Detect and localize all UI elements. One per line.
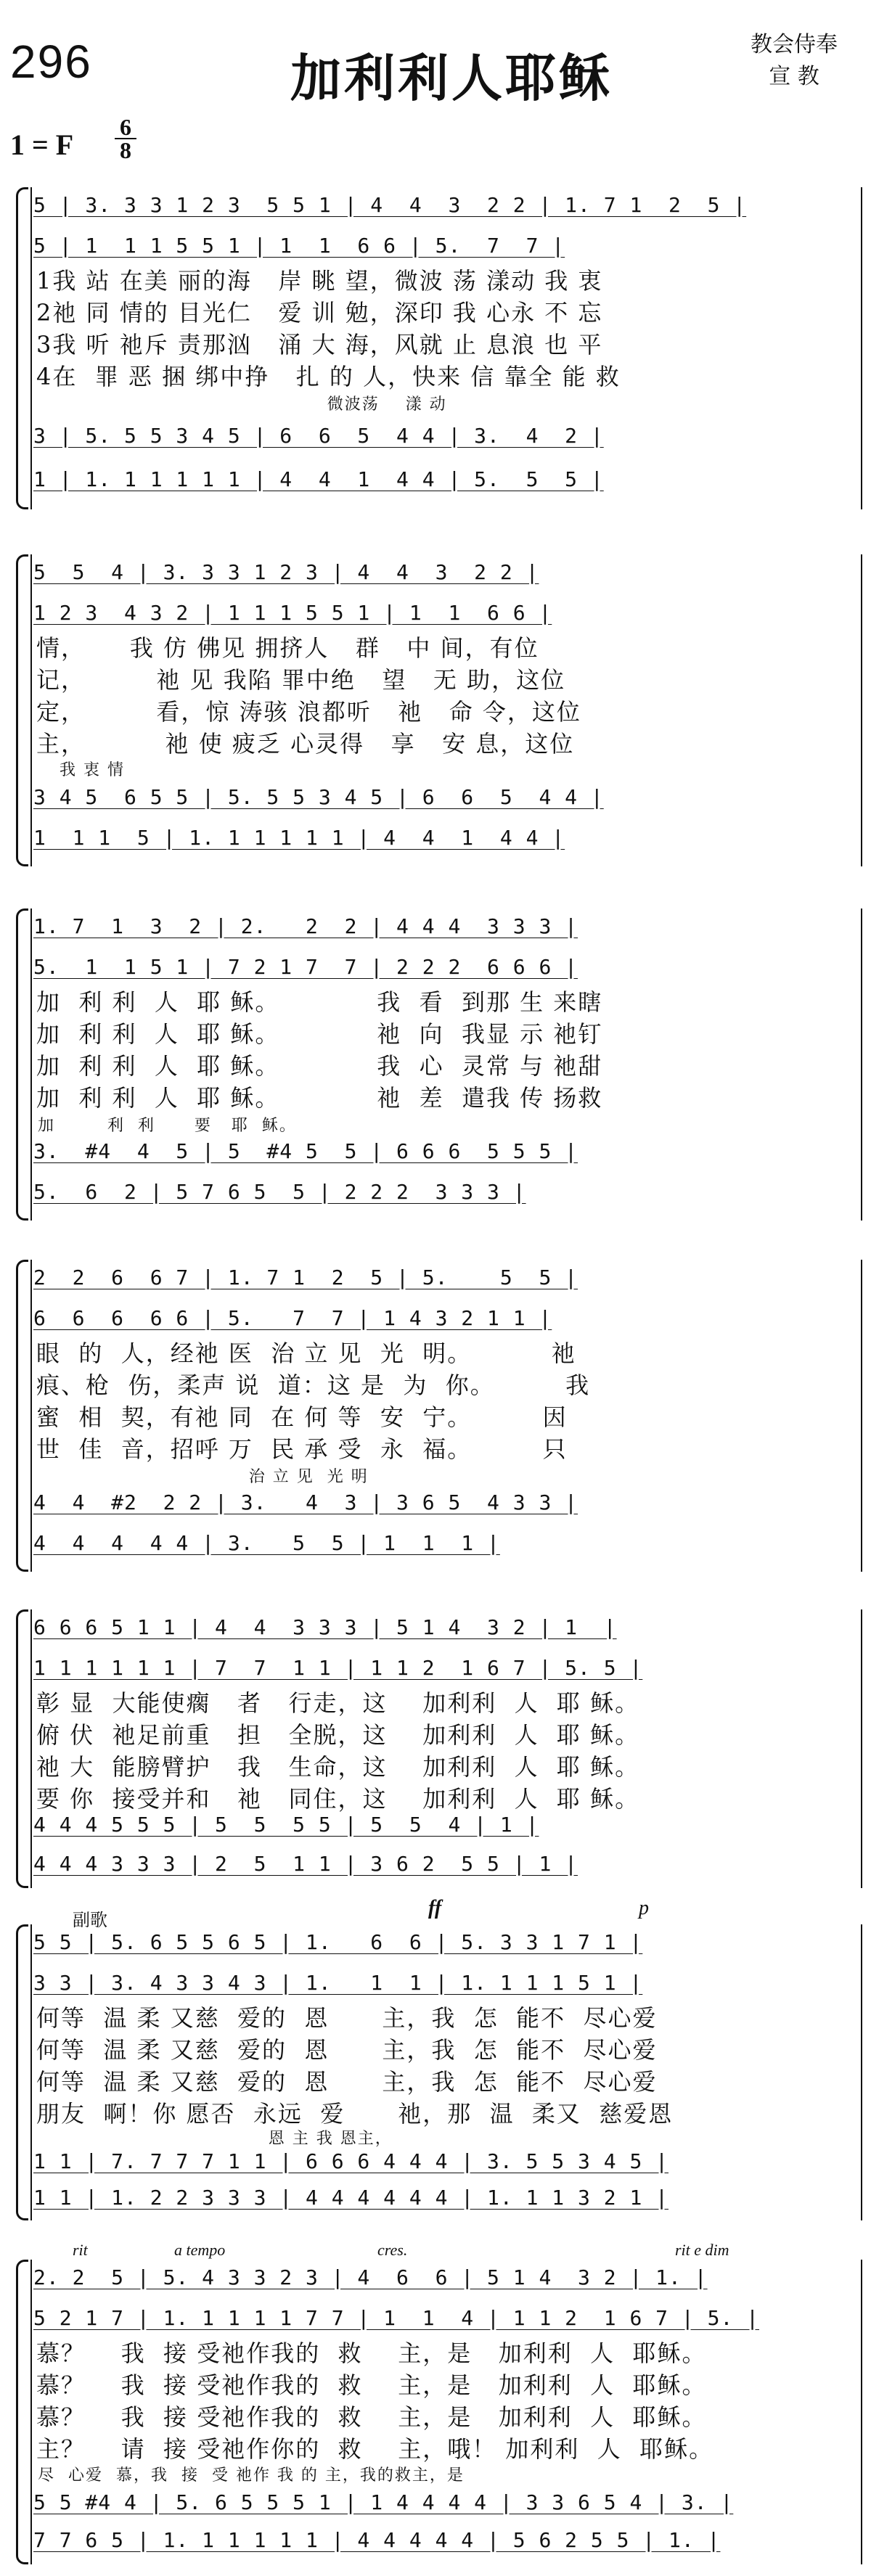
score-system-5 <box>16 1609 864 1888</box>
lyric-verse-1: 情， 我 仿 佛见 拥挤人 群 中 间，有位 <box>36 634 539 662</box>
tenor-line: 3. #4 4 5 | 5 #4 5 5 | 6 6 6 5 5 5 | <box>33 1139 578 1163</box>
hymn-number: 296 <box>10 36 92 88</box>
key-signature: 1 = F <box>10 128 74 161</box>
attribution-line-2: 宣 教 <box>769 64 819 89</box>
system-barline <box>30 187 32 509</box>
soprano-line: 5 | 3. 3 3 1 2 3 5 5 1 | 4 4 3 2 2 | 1. 7 1 2 5 | <box>33 193 747 217</box>
soprano-line: 1. 7 1 3 2 | 2. 2 2 | 4 4 4 3 3 3 | <box>33 914 578 938</box>
bass-line: 4 4 4 4 4 | 3. 5 5 | 1 1 1 | <box>33 1531 500 1555</box>
attribution <box>751 29 838 93</box>
attribution-line-1: 教会侍奉 <box>751 32 838 57</box>
lyric-verse-3: 何等 温 柔 又慈 爱的 恩 主，我 怎 能不 尽心爱 <box>36 2068 658 2096</box>
alto-line: 3 3 | 3. 4 3 3 4 3 | 1. 1 1 | 1. 1 1 1 5 1 | <box>33 1971 643 1995</box>
lyric-verse-1: 眼 的 人，经祂 医 治 立 见 光 明。 祂 <box>36 1340 576 1367</box>
bass-cue-lyric: 微波荡 漾 动 <box>60 395 447 414</box>
lyric-verse-4: 4在 罪 恶 捆 绑中挣 扎 的 人，快来 信 靠全 能 救 <box>36 363 621 390</box>
alto-line: 5. 1 1 5 1 | 7 2 1 7 7 | 2 2 2 6 6 6 | <box>33 955 578 979</box>
soprano-line: 2 2 6 6 7 | 1. 7 1 2 5 | 5. 5 5 | <box>33 1266 578 1289</box>
score-system-2 <box>16 554 864 866</box>
bass-cue-lyric: 恩 主 我 恩主， <box>60 2130 393 2148</box>
tenor-line: 5 5 #4 4 | 5. 6 5 5 5 1 | 1 4 4 4 4 | 3 3 6 5 4 | 3. | <box>33 2490 734 2514</box>
system-barline <box>30 1924 32 2220</box>
tenor-line: 1 1 | 7. 7 7 7 1 1 | 6 6 6 4 4 4 | 3. 5 5 3 4 5 | <box>33 2149 669 2173</box>
dynamic-ff: ff <box>428 1897 442 1919</box>
lyric-verse-3: 定， 看，惊 涛骇 浪都听 祂 命 令，这位 <box>36 698 581 726</box>
lyric-verse-4: 要 你 接受并和 祂 同住，这 加利利 人 耶 稣。 <box>36 1785 640 1813</box>
bass-cue-lyric: 我 衷 情 <box>60 761 125 779</box>
lyric-verse-3: 加 利 利 人 耶 稣。 我 心 灵常 与 祂甜 <box>36 1052 603 1080</box>
system-barline <box>30 1609 32 1888</box>
lyric-verse-2: 何等 温 柔 又慈 爱的 恩 主，我 怎 能不 尽心爱 <box>36 2036 658 2064</box>
lyric-verse-2: 2祂 同 情的 目光仁 爱 训 勉，深印 我 心永 不 忘 <box>36 299 603 327</box>
tenor-line: 3 4 5 6 5 5 | 5. 5 5 3 4 5 | 6 6 5 4 4 | <box>33 785 604 809</box>
tenor-line: 3 | 5. 5 5 3 4 5 | 6 6 5 4 4 | 3. 4 2 | <box>33 424 604 448</box>
lyric-verse-3: 慕？ 我 接 受祂作我的 救 主，是 加利利 人 耶稣。 <box>36 2403 707 2431</box>
alto-line: 1 1 1 1 1 1 | 7 7 1 1 | 1 1 2 1 6 7 | 5. 5 | <box>33 1656 643 1680</box>
bass-line: 1 1 1 5 | 1. 1 1 1 1 1 | 4 4 1 4 4 | <box>33 826 565 850</box>
lyric-verse-4: 朋友 啊！你 愿否 永远 爱 祂，那 温 柔又 慈爱恩 <box>36 2100 674 2128</box>
score-system-1 <box>16 187 864 509</box>
time-signature-bottom: 8 <box>120 137 131 163</box>
bass-cue-lyric: 加 利 利 要 耶 稣。 <box>38 1117 297 1135</box>
hymn-header <box>0 0 871 163</box>
soprano-line: 2. 2 5 | 5. 4 3 3 2 3 | 4 6 6 | 5 1 4 3 2 | 1. | <box>33 2265 708 2289</box>
system-barline <box>30 1260 32 1572</box>
system-end-barline <box>861 1609 862 1888</box>
lyric-verse-2: 俯 伏 祂足前重 担 全脱，这 加利利 人 耶 稣。 <box>36 1721 640 1749</box>
system-end-barline <box>861 908 862 1221</box>
soprano-line: 5 5 | 5. 6 5 5 6 5 | 1. 6 6 | 5. 3 3 1 7 1 | <box>33 1930 643 1954</box>
bass-line: 1 | 1. 1 1 1 1 1 | 4 4 1 4 4 | 5. 5 5 | <box>33 467 604 491</box>
bass-line: 5. 6 2 | 5 7 6 5 5 | 2 2 2 3 3 3 | <box>33 1180 526 1204</box>
lyric-verse-1: 1我 站 在美 丽的海 岸 眺 望，微波 荡 漾动 我 衷 <box>36 267 603 295</box>
system-brace <box>16 554 28 866</box>
lyric-verse-1: 慕？ 我 接 受祂作我的 救 主，是 加利利 人 耶稣。 <box>36 2339 707 2367</box>
lyric-verse-4: 加 利 利 人 耶 稣。 祂 差 遣我 传 扬救 <box>36 1084 603 1112</box>
tenor-line: 4 4 #2 2 2 | 3. 4 3 | 3 6 5 4 3 3 | <box>33 1490 578 1514</box>
system-end-barline <box>861 1924 862 2220</box>
lyric-verse-3: 蜜 相 契，有祂 同 在 何 等 安 宁。 因 <box>36 1403 568 1431</box>
system-brace <box>16 2260 28 2564</box>
soprano-line: 6 6 6 5 1 1 | 4 4 3 3 3 | 5 1 4 3 2 | 1 | <box>33 1615 617 1639</box>
time-signature-top: 6 <box>120 114 131 140</box>
cres-mark: cres. <box>377 2241 408 2259</box>
system-end-barline <box>861 1260 862 1572</box>
lyric-verse-4: 主？ 请 接 受祂作你的 救 主，哦！ 加利利 人 耶稣。 <box>36 2435 714 2463</box>
lyric-verse-2: 加 利 利 人 耶 稣。 祂 向 我显 示 祂钉 <box>36 1020 603 1048</box>
system-barline <box>30 2260 32 2564</box>
lyric-verse-1: 彰 显 大能使瘸 者 行走，这 加利利 人 耶 稣。 <box>36 1689 640 1717</box>
system-brace <box>16 1924 28 2220</box>
bass-cue-lyric: 尽 心爱 慕，我 接 受 祂作 我 的 主，我的救主，是 <box>38 2466 465 2485</box>
bass-line: 1 1 | 1. 2 2 3 3 3 | 4 4 4 4 4 4 | 1. 1 1 3 2 1 | <box>33 2186 669 2210</box>
alto-line: 6 6 6 6 6 | 5. 7 7 | 1 4 3 2 1 1 | <box>33 1306 552 1330</box>
system-barline <box>30 554 32 866</box>
a-tempo-mark: a tempo <box>174 2241 226 2259</box>
score-system-4 <box>16 1260 864 1572</box>
lyric-verse-2: 痕、枪 伤，柔声 说 道：这 是 为 你。 我 <box>36 1371 591 1399</box>
alto-line: 5 2 1 7 | 1. 1 1 1 1 7 7 | 1 1 4 | 1 1 2 1 6 7 | 5. | <box>33 2306 760 2330</box>
system-brace <box>16 187 28 509</box>
lyric-verse-3: 3我 听 祂斥 责那汹 涌 大 海，风就 止 息浪 也 平 <box>36 331 603 358</box>
lyric-verse-4: 主， 祂 使 疲乏 心灵得 享 安 息，这位 <box>36 730 575 758</box>
rit-mark: rit <box>73 2241 88 2259</box>
score-system-7 <box>16 2260 864 2564</box>
lyric-verse-1: 加 利 利 人 耶 稣。 我 看 到那 生 来瞎 <box>36 988 603 1016</box>
tenor-line: 4 4 4 5 5 5 | 5 5 5 5 | 5 5 4 | 1 | <box>33 1813 539 1837</box>
soprano-line: 5 5 4 | 3. 3 3 1 2 3 | 4 4 3 2 2 | <box>33 560 539 584</box>
lyric-verse-3: 祂 大 能膀臂护 我 生命，这 加利利 人 耶 稣。 <box>36 1753 640 1781</box>
score-system-3 <box>16 908 864 1221</box>
system-end-barline <box>861 187 862 509</box>
system-end-barline <box>861 2260 862 2564</box>
rit-e-dim-mark: rit e dim <box>675 2241 729 2259</box>
time-signature <box>115 116 136 161</box>
bass-cue-lyric: 治 立 见 光 明 <box>60 1468 369 1486</box>
lyric-verse-2: 记， 祂 见 我陷 罪中绝 望 无 助，这位 <box>36 666 566 694</box>
lyric-verse-1: 何等 温 柔 又慈 爱的 恩 主，我 怎 能不 尽心爱 <box>36 2004 658 2032</box>
system-brace <box>16 1260 28 1572</box>
lyric-verse-4: 世 佳 音，招呼 万 民 承 受 永 福。 只 <box>36 1435 568 1463</box>
system-brace <box>16 1609 28 1888</box>
bass-line: 7 7 6 5 | 1. 1 1 1 1 1 | 4 4 4 4 4 | 5 6 2 5 5 | 1. | <box>33 2528 721 2552</box>
score-system-6 <box>16 1924 864 2220</box>
alto-line: 1 2 3 4 3 2 | 1 1 1 5 5 1 | 1 1 6 6 | <box>33 601 552 625</box>
system-brace <box>16 908 28 1221</box>
bass-line: 4 4 4 3 3 3 | 2 5 1 1 | 3 6 2 5 5 | 1 | <box>33 1852 578 1876</box>
system-barline <box>30 908 32 1221</box>
alto-line: 5 | 1 1 1 5 5 1 | 1 1 6 6 | 5. 7 7 | <box>33 234 565 258</box>
refrain-label: 副歌 <box>73 1910 107 1930</box>
system-end-barline <box>861 554 862 866</box>
lyric-verse-2: 慕？ 我 接 受祂作我的 救 主，是 加利利 人 耶稣。 <box>36 2371 707 2399</box>
hymn-title: 加利利人耶稣 <box>290 48 613 108</box>
dynamic-p: p <box>639 1897 649 1919</box>
